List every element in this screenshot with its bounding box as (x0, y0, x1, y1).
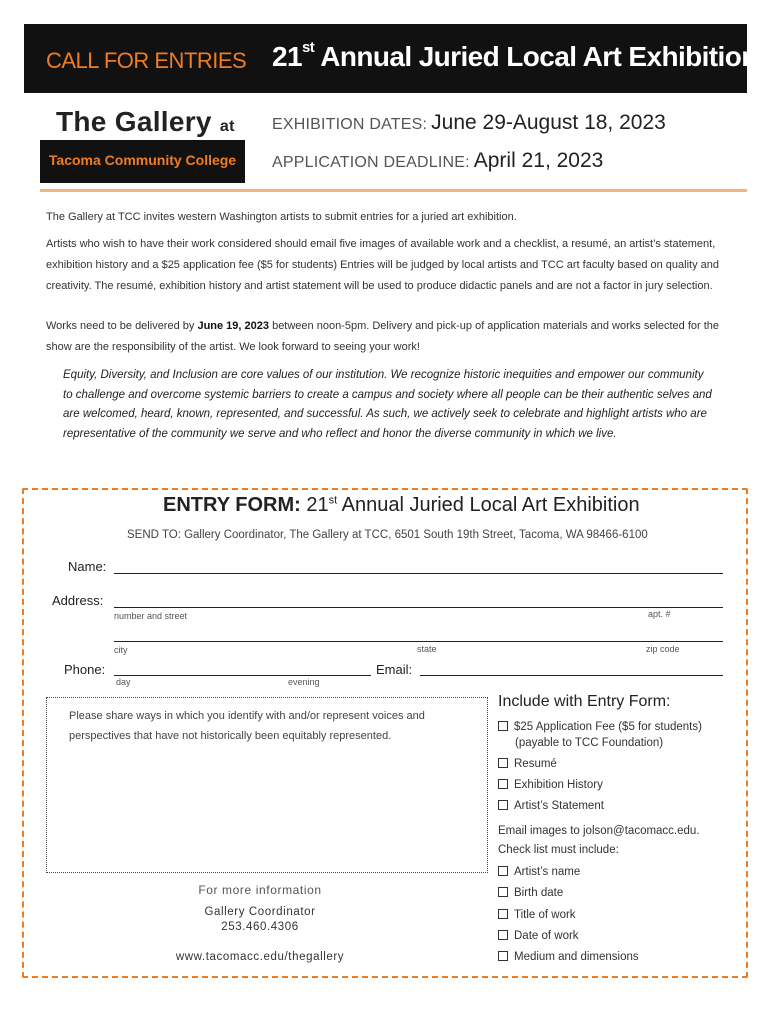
checkbox-icon (498, 779, 508, 789)
entry-form-suffix: st (328, 494, 338, 507)
header-banner (24, 24, 758, 93)
identity-prompt: Please share ways in which you identify with and/or represent voices and perspectives that have not historically been equitably represented. (69, 710, 425, 742)
gallery-name: The Gallery (56, 106, 212, 137)
entry-form-number: 21 (306, 494, 329, 516)
call-for-entries: CALL FOR ENTRIES (46, 48, 247, 73)
checklist-resume (498, 756, 557, 772)
divider (40, 189, 747, 192)
checklist-artist-name (498, 864, 580, 880)
checkbox-icon (498, 758, 508, 768)
name-field[interactable] (114, 573, 723, 574)
checkbox-icon (498, 930, 508, 940)
checklist-birth-date (498, 885, 563, 901)
coordinator-phone: 253.460.4306 (221, 921, 299, 933)
checkbox-icon (498, 909, 508, 919)
resume-label: Resumé (514, 758, 557, 770)
entry-form-title (163, 494, 640, 517)
history-label: Exhibition History (514, 779, 603, 791)
deadline-label: APPLICATION DEADLINE: (272, 154, 470, 171)
delivery-text-start: Works need to be delivered by (46, 320, 198, 332)
checkbox-icon (498, 887, 508, 897)
title-suffix: st (301, 39, 315, 56)
exhibition-dates-label: EXHIBITION DATES: (272, 116, 428, 133)
apt-caption: apt. # (648, 609, 671, 619)
checkbox-icon (498, 800, 508, 810)
fee-label: $25 Application Fee ($5 for students) (514, 721, 702, 733)
name-label: Name: (68, 559, 107, 574)
checklist-intro: Check list must include: (498, 844, 619, 856)
exhibition-title (272, 41, 758, 73)
entry-form-label: ENTRY FORM: (163, 494, 301, 516)
gallery-logo (56, 106, 235, 138)
college-logo: Tacoma Community College (40, 140, 245, 183)
checklist-statement (498, 798, 604, 814)
intro-paragraph: The Gallery at TCC invites western Washington artists to submit entries for a juried art exhibition. (46, 211, 517, 223)
medium-label: Medium and dimensions (514, 951, 639, 963)
title-number: 21 (272, 41, 302, 72)
address-label: Address: (52, 593, 104, 608)
more-info-heading: For more information (198, 883, 322, 897)
phone-label: Phone: (64, 662, 106, 677)
checklist-history (498, 777, 603, 793)
evening-caption: evening (288, 677, 320, 687)
city-caption: city (114, 645, 128, 655)
gallery-at: at (219, 118, 235, 135)
day-caption: day (116, 677, 131, 687)
checklist-medium (498, 949, 639, 965)
statement-label: Artist’s Statement (514, 800, 604, 812)
checkbox-icon (498, 866, 508, 876)
checklist-fee (498, 719, 702, 751)
application-deadline (272, 149, 603, 173)
fee-payable: (payable to TCC Foundation) (515, 737, 664, 749)
include-title: Include with Entry Form: (498, 693, 671, 710)
requirements-paragraph: Artists who wish to have their work considered should email five images of available work and a checklist, a resumé, an artist’s statement, exhibition history and a $25 application fee ($5 for students) Entries will be judged by local artists and TCC art faculty based on quality and creativity. The resumé, exhibition history and artist statement will be used to produce didactic panels and are not a factor in jury selection. (46, 238, 720, 292)
entry-form-text: Annual Juried Local Art Exhibition (337, 494, 640, 516)
artist-name-label: Artist’s name (514, 866, 581, 878)
coordinator-title: Gallery Coordinator (204, 906, 316, 918)
deadline-value: April 21, 2023 (473, 149, 604, 172)
date-of-work-label: Date of work (514, 930, 579, 942)
state-caption: state (417, 644, 437, 654)
checklist-date-of-work (498, 928, 579, 944)
gallery-url[interactable]: www.tacomacc.edu/thegallery (175, 951, 345, 963)
checkbox-icon (498, 721, 508, 731)
zip-caption: zip code (646, 644, 680, 654)
exhibition-dates-value: June 29-August 18, 2023 (431, 111, 666, 134)
email-label: Email: (376, 662, 413, 677)
exhibition-dates (272, 111, 666, 135)
equity-statement: Equity, Diversity, and Inclusion are core values of our institution. We recognize historic inequities and empower our community to challenge and overcome systemic barriers to create a campus and society where all people can be their authentic selves and are welcomed, heard, known, represented, and successful. As such, we actively seek to celebrate and highlight artists who are representative of the community we serve and who reflect and honor the diverse community in which we live. (63, 369, 712, 440)
title-of-work-label: Title of work (514, 909, 576, 921)
send-to-address: SEND TO: Gallery Coordinator, The Gallery at TCC, 6501 South 19th Street, Tacoma, WA 98466-6100 (127, 529, 648, 541)
address-street-field[interactable] (114, 607, 723, 608)
email-images-note: Email images to jolson@tacomacc.edu. (498, 825, 700, 837)
email-field[interactable] (420, 675, 723, 676)
checkbox-icon (498, 951, 508, 961)
number-street-caption: number and street (114, 611, 188, 621)
birth-date-label: Birth date (514, 887, 564, 899)
phone-field[interactable] (114, 675, 371, 676)
title-text: Annual Juried Local Art Exhibition (314, 41, 758, 72)
address-city-field[interactable] (114, 641, 723, 642)
checklist-title-of-work (498, 907, 576, 923)
delivery-date: June 19, 2023 (197, 320, 270, 332)
delivery-text-end: between noon-5pm. Delivery and pick-up of application materials and works selected for the show are the responsibility of the artist. We look forward to seeing your work! (46, 320, 720, 353)
delivery-paragraph (46, 316, 736, 358)
